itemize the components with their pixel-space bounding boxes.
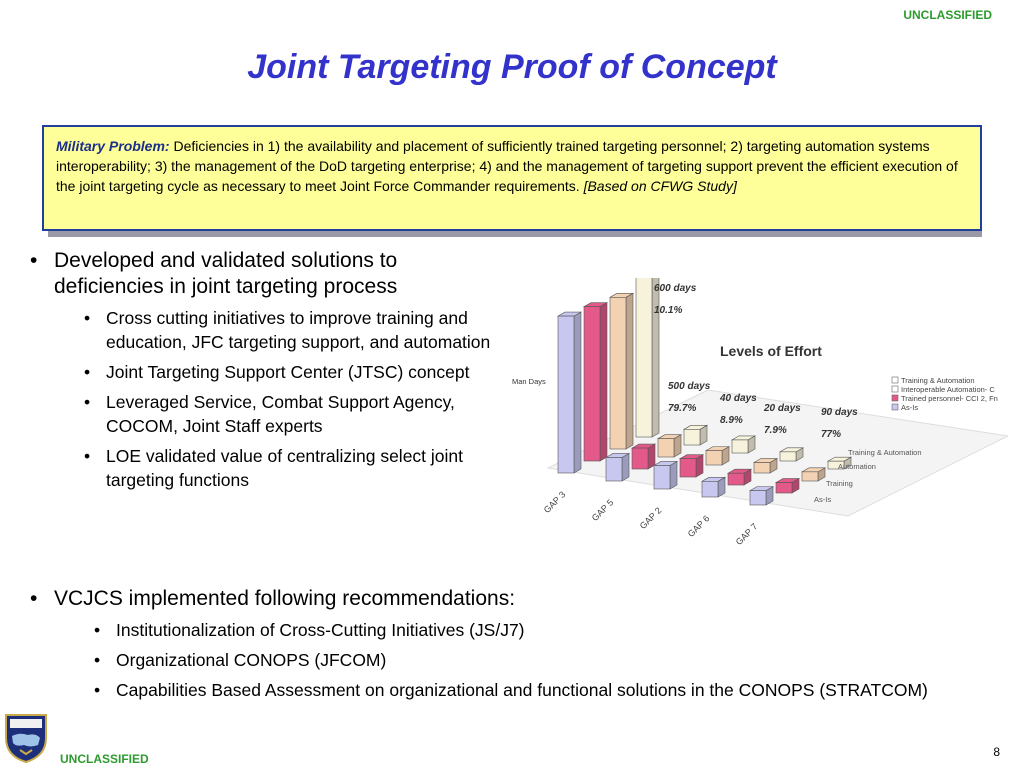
chart-bar [684, 429, 700, 445]
chart-annotation-pct: 7.9% [764, 425, 787, 436]
problem-text: Deficiencies in 1) the availability and placement of sufficiently trained targeting personnel; 2) targeting automation systems interoperability; 3) the management of the DoD targeting enterprise; 4) and the management of targeting support prevent the efficient execution of the joint targeting cycle as necessary to meet Joint Force Commander requirements. [56, 138, 958, 194]
chart-annotation-days: 90 days [821, 407, 858, 418]
military-problem-box [42, 125, 982, 231]
chart-bar-side [626, 293, 633, 449]
chart-annotation-days: 600 days [654, 283, 697, 294]
problem-source: [Based on CFWG Study] [583, 178, 737, 194]
chart-bar-side [600, 303, 607, 461]
chart-legend-label: Trained personnel- CCI 2, Fn [901, 394, 998, 403]
chart-legend-swatch [892, 404, 898, 410]
chart-bar [632, 448, 648, 469]
chart-legend-swatch [892, 377, 898, 383]
bottom-main-bullet [30, 586, 950, 702]
left-bullet-list [30, 248, 508, 492]
chart-bar [706, 451, 722, 465]
classification-top: UNCLASSIFIED [903, 8, 992, 22]
chart-depth-label: As-Is [814, 495, 832, 504]
chart-category-label: GAP 6 [685, 513, 712, 540]
bottom-sub-bullet: • Institutionalization of Cross-Cutting Initiatives (JS/J7) [92, 618, 950, 642]
problem-label: Military Problem: [56, 138, 170, 154]
chart-bar [558, 316, 574, 473]
left-sub-bullet: • Joint Targeting Support Center (JTSC) concept [82, 360, 508, 384]
chart-legend-swatch [892, 395, 898, 401]
chart-title: Levels of Effort [720, 343, 822, 359]
chart-annotation-pct: 8.9% [720, 415, 743, 426]
chart-y-label: Man Days [512, 377, 546, 386]
chart-bar [780, 452, 796, 461]
chart-bar [732, 440, 748, 453]
chart-annotation-days: 40 days [720, 393, 757, 404]
chart-annotation-pct: 77% [821, 429, 842, 440]
classification-bottom: UNCLASSIFIED [60, 752, 149, 766]
bottom-sub-bullet: • Organizational CONOPS (JFCOM) [92, 648, 950, 672]
chart-category-label: GAP 3 [541, 489, 568, 516]
chart-depth-label: Automation [838, 462, 876, 471]
chart-bar [776, 483, 792, 493]
left-sub-bullet-list [82, 306, 508, 492]
chart-bar [702, 481, 718, 497]
chart-bar [754, 463, 770, 473]
chart-bar-side [622, 453, 629, 481]
chart-depth-label: Training & Automation [848, 448, 922, 457]
bottom-bullet-list [30, 586, 950, 702]
chart-annotation-pct: 10.1% [654, 305, 683, 316]
chart-bar [658, 439, 674, 457]
bottom-main-bullet-text: VCJCS implemented following recommendations: [54, 587, 516, 610]
chart-bar [654, 465, 670, 489]
chart-bar-side [670, 461, 677, 489]
chart-bar [606, 457, 622, 481]
chart-bar [584, 307, 600, 461]
chart-legend-label: As-Is [901, 403, 919, 412]
chart-bar-side [574, 312, 581, 473]
chart-depth-label: Training [826, 479, 853, 488]
left-main-bullet-text: Developed and validated solutions to deficiencies in joint targeting process [54, 249, 398, 298]
left-sub-bullet: • LOE validated value of centralizing select joint targeting functions [82, 444, 508, 492]
chart-bar [728, 473, 744, 485]
chart-annotation-days: 500 days [668, 381, 711, 392]
chart-legend-swatch [892, 386, 898, 392]
left-sub-bullet: • Leveraged Service, Combat Support Agency, COCOM, Joint Staff experts [82, 390, 508, 438]
command-seal-logo [2, 712, 50, 764]
chart-category-label: GAP 2 [637, 505, 664, 532]
chart-bar [680, 459, 696, 477]
chart-category-label: GAP 5 [589, 497, 616, 524]
chart-bar [610, 297, 626, 449]
left-main-bullet [30, 248, 508, 492]
chart-legend-label: Training & Automation [901, 376, 975, 385]
bottom-sub-bullet-list [92, 618, 950, 702]
chart-bar [750, 491, 766, 505]
chart-bar-side [652, 278, 659, 437]
chart-bar [636, 278, 652, 437]
left-sub-bullet: • Cross cutting initiatives to improve training and education, JFC targeting support, and automation [82, 306, 508, 354]
page-title: Joint Targeting Proof of Concept [247, 48, 777, 86]
chart-bar [802, 472, 818, 481]
chart-category-label: GAP 7 [733, 521, 760, 548]
page-number: 8 [993, 745, 1000, 759]
chart-legend-label: Interoperable Automation- C [901, 385, 995, 394]
levels-of-effort-chart [508, 278, 1008, 548]
chart-annotation-pct: 79.7% [668, 403, 697, 414]
chart-annotation-days: 20 days [764, 403, 801, 414]
bottom-sub-bullet: • Capabilities Based Assessment on organizational and functional solutions in the CONOPS (STRATCOM) [92, 678, 950, 702]
